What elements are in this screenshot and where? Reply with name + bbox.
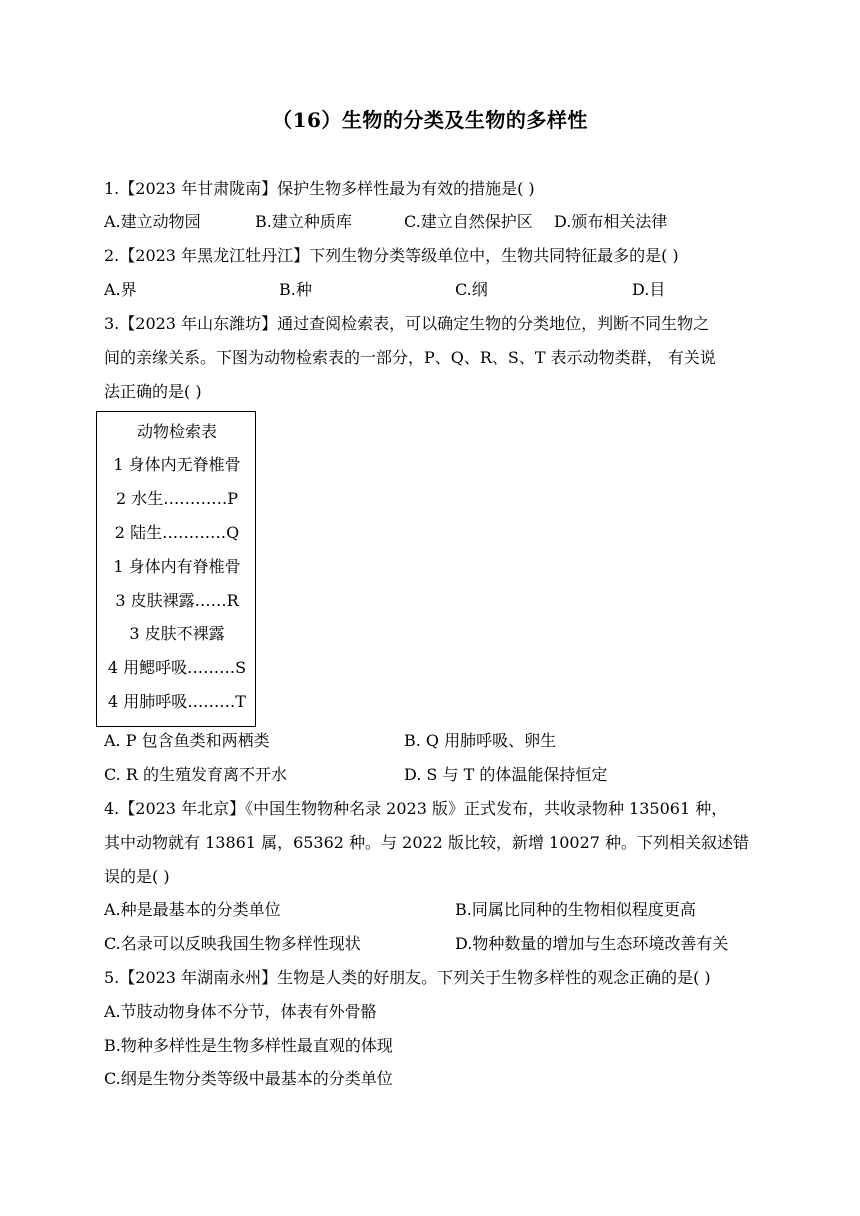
question-4-stem-line-2: 其中动物就有 13861 属，65362 种。与 2022 版比较，新增 10027 种。下列相关叙述错 <box>104 833 750 852</box>
question-3-option-d: D. S 与 T 的体温能保持恒定 <box>404 765 608 784</box>
question-2-option-b: B.种 <box>279 280 312 299</box>
question-5-option-c: C.纲是生物分类等级中最基本的分类单位 <box>104 1069 393 1088</box>
question-3-stem-line-3: 法正确的是( ) <box>104 382 202 401</box>
key-row: 2 水生…………P <box>115 489 239 508</box>
question-3-stem-line-1: 3.【2023 年山东潍坊】通过查阅检索表，可以确定生物的分类地位，判断不同生物之 <box>104 314 710 333</box>
question-2-option-d: D.目 <box>632 280 666 299</box>
question-2-stem: 2.【2023 年黑龙江牡丹江】下列生物分类等级单位中，生物共同特征最多的是( ) <box>104 246 679 265</box>
page-title: （16）生物的分类及生物的多样性 <box>272 108 588 132</box>
question-2-option-a: A.界 <box>104 280 137 299</box>
question-5-stem: 5.【2023 年湖南永州】生物是人类的好朋友。下列关于生物多样性的观念正确的是( ) <box>104 968 711 987</box>
key-row: 4 用肺呼吸………T <box>108 692 246 711</box>
key-table-title: 动物检索表 <box>136 422 217 441</box>
question-1-stem: 1.【2023 年甘肃陇南】保护生物多样性最为有效的措施是( ) <box>104 179 535 198</box>
question-4-option-c: C.名录可以反映我国生物多样性现状 <box>104 934 361 953</box>
question-1-option-a: A.建立动物园 <box>104 212 201 231</box>
key-row: 3 皮肤裸露……R <box>115 591 239 610</box>
question-3-option-a: A. P 包含鱼类和两栖类 <box>104 731 270 750</box>
key-row: 2 陆生…………Q <box>114 523 240 542</box>
question-2-option-c: C.纲 <box>455 280 488 299</box>
question-1-option-b: B.建立种质库 <box>255 212 352 231</box>
question-4-stem-line-3: 误的是( ) <box>104 867 170 886</box>
question-1-option-d: D.颁布相关法律 <box>554 212 668 231</box>
question-4-stem-line-1: 4.【2023 年北京】《中国生物物种名录 2023 版》正式发布，共收录物种 135061 种， <box>104 799 728 818</box>
key-row: 4 用鳃呼吸………S <box>107 658 247 677</box>
question-1-option-c: C.建立自然保护区 <box>404 212 533 231</box>
question-3-option-b: B. Q 用肺呼吸、卵生 <box>404 731 557 750</box>
question-4-option-b: B.同属比同种的生物相似程度更高 <box>455 900 696 919</box>
key-row: 3 皮肤不裸露 <box>129 624 225 643</box>
question-3-option-c: C. R 的生殖发育离不开水 <box>104 765 287 784</box>
question-4-option-a: A.种是最基本的分类单位 <box>104 900 281 919</box>
key-row: 1 身体内无脊椎骨 <box>113 455 241 474</box>
key-row: 1 身体内有脊椎骨 <box>113 557 241 576</box>
question-5-option-b: B.物种多样性是生物多样性最直观的体现 <box>104 1036 393 1055</box>
animal-key-table <box>96 411 256 727</box>
question-3-stem-line-2: 间的亲缘关系。下图为动物检索表的一部分，P、Q、R、S、T 表示动物类群， 有关说 <box>104 348 716 367</box>
question-5-option-a: A.节肢动物身体不分节，体表有外骨骼 <box>104 1002 377 1021</box>
question-4-option-d: D.物种数量的增加与生态环境改善有关 <box>455 934 729 953</box>
